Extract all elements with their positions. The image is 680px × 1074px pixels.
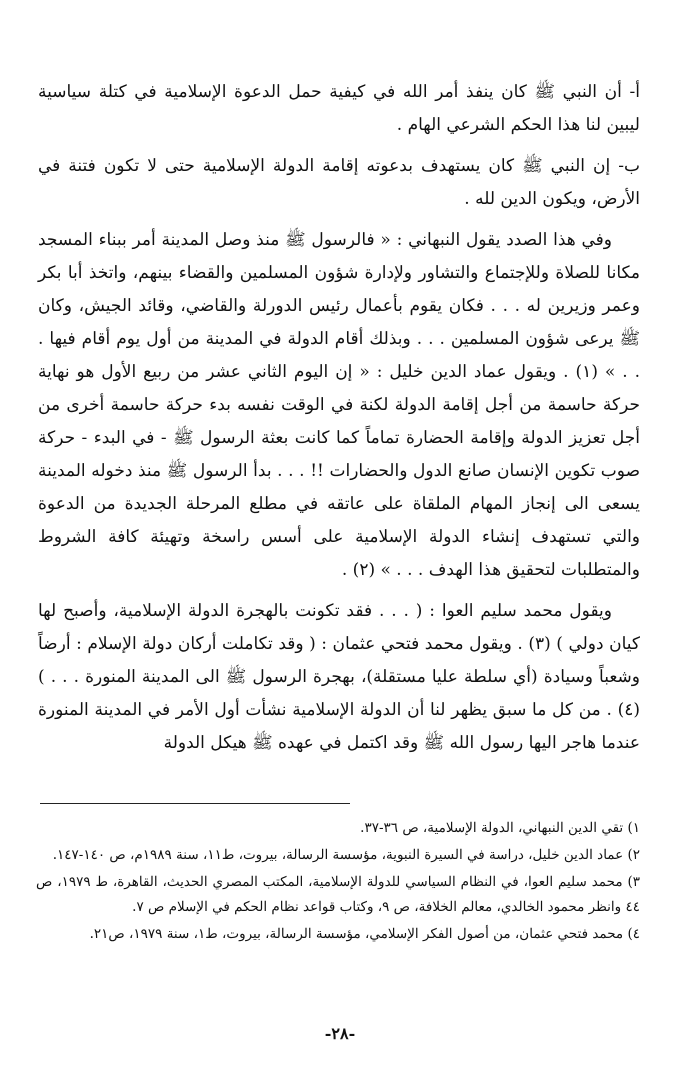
main-text — [38, 76, 640, 768]
footnote-4: ٤) محمد فتحي عثمان، من أصول الفكر الإسلامي، مؤسسة الرسالة، بيروت، ط١، سنة ١٩٧٩، ص٢١. — [89, 926, 640, 942]
footnotes — [36, 816, 640, 949]
point-a-paragraph: أ- أن النبي ﷺ كان ينفذ أمر الله في كيفية حمل الدعوة الإسلامية في كتلة سياسية ليبين لنا هذا الحكم الشرعي الهام . — [38, 82, 640, 135]
footnote-1: ١) تقي الدين النبهاني، الدولة الإسلامية، ص ٣٦-٣٧. — [360, 820, 640, 836]
footnote-separator — [40, 803, 350, 804]
point-b-paragraph: ب- إن النبي ﷺ كان يستهدف بدعوته إقامة الدولة الإسلامية حتى لا تكون فتنة في الأرض، ويكون الدين لله . — [38, 156, 640, 209]
footnote-3: ٣) محمد سليم العوا، في النظام السياسي للدولة الإسلامية، المكتب المصري الحديث، القاهرة، ط ١٩٧٩، ص ٤٤ وانظر محمود الخالدي، معالم الخلافة، ص ٩، وكتاب قواعد نظام الحكم في الإسلام ص ٧. — [36, 874, 640, 915]
page-number: -٢٨- — [324, 1024, 356, 1043]
conclusion-paragraph: ويقول محمد سليم العوا : ( . . . فقد تكونت بالهجرة الدولة الإسلامية، وأصبح لها كيان دولي ) (٣) . ويقول محمد فتحي عثمان : ( وقد تكاملت أركان دولة الإسلام : أرضاً وشعباً وسيادة (أي سلطة عليا مستقلة)، بهجرة الرسول ﷺ الى المدينة المنورة . . . ) (٤) . من كل ما سبق يظهر لنا أن الدولة الإسلامية نشأت أول الأمر في المدينة المنورة عندما هاجر اليها رسول الله ﷺ وقد اكتمل في عهده ﷺ هيكل الدولة — [38, 601, 641, 753]
footnote-2: ٢) عماد الدين خليل، دراسة في السيرة النبوية، مؤسسة الرسالة، بيروت، ط١١، سنة ١٩٨٩م، ص ١٤٠-١٤٧. — [52, 847, 640, 863]
quotation-paragraph: وفي هذا الصدد يقول النبهاني : « فالرسول ﷺ منذ وصل المدينة أمر ببناء المسجد مكانا للصلاة وللإجتماع والتشاور ولإدارة شؤون المسلمين والقضاء بينهم، واتخذ أبا بكر وعمر وزيرين له . . . فكان يقوم بأعمال رئيس الدورلة والقاضي، وقائد الجيش، وكان ﷺ يرعى شؤون المسلمين . . . وبذلك أقام الدولة في المدينة من أول يوم أقام فيها . . . » (١) . ويقول عماد الدين خليل : « إن اليوم الثاني عشر من ربيع الأول هو نهاية حركة حاسمة من أجل إقامة الدولة لكنة في الوقت نفسه بدء حركة حاسمة أخرى من أجل تعزيز الدولة وإقامة الحضارة تماماً كما كانت بعثة الرسول ﷺ - في البدء - حركة صوب تكوين الإنسان صانع الدول والحضارات !! . . . بدأ الرسول ﷺ منذ دخوله المدينة يسعى الى إنجاز المهام الملقاة على عاتقه في مطلع المرحلة الجديدة من الدعوة والتي تستهدف إنشاء الدولة الإسلامية على أسس راسخة وتهيئة كافة الشروط والمتطلبات لتحقيق هذا الهدف . . . » (٢) . — [38, 230, 640, 580]
